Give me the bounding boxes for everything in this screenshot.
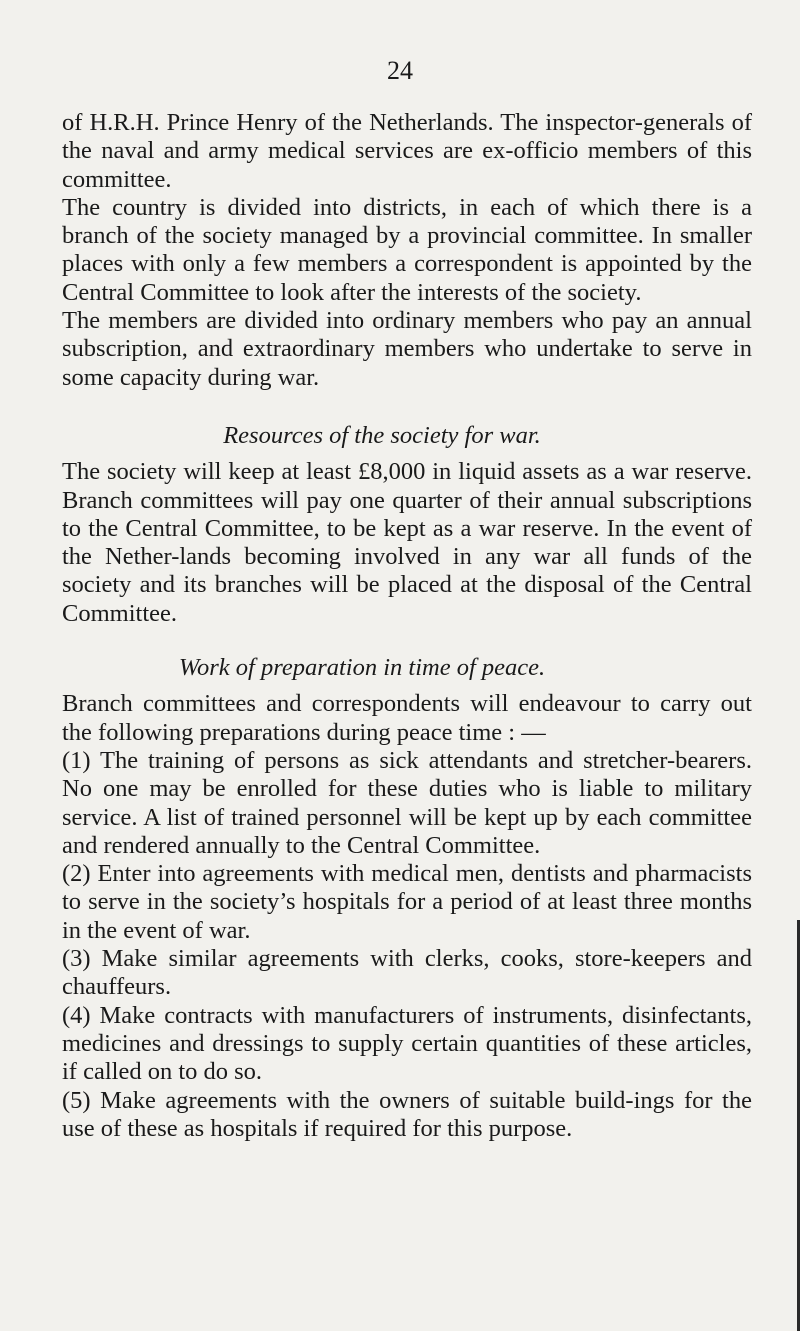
paragraph-resources: The society will keep at least £8,000 in liquid assets as a war reserve. Branch committees will pay one quarter of their annual subscriptions to the Central Committee, to be kept as a war reserve. In the event of the Nether-lands becoming involved in any war all funds of the society and its branches will be placed at the disposal of the Central Committee.: [62, 458, 752, 627]
section-heading-resources: Resources of the society for war.: [223, 421, 541, 449]
paragraph-intro-2: The country is divided into districts, in each of which there is a branch of the society managed by a provincial committee. In smaller places with only a few members a correspondent is appointed by the Central Committee to look after the interests of the society.: [62, 193, 752, 306]
paragraph-work-intro: Branch committees and correspondents will endeavour to carry out the following preparations during peace time : —: [62, 690, 752, 746]
paragraph-work-item-3: (3) Make similar agreements with clerks, cooks, store-keepers and chauffeurs.: [62, 945, 752, 1001]
paragraph-intro-1: of H.R.H. Prince Henry of the Netherlands. The inspector-generals of the naval and army medical services are ex-officio members of this committee.: [62, 109, 752, 193]
paragraph-work-item-2: (2) Enter into agreements with medical men, dentists and pharmacists to serve in the society’s hospitals for a period of at least three months in the event of war.: [62, 860, 752, 944]
paragraph-work-item-5: (5) Make agreements with the owners of suitable build-ings for the use of these as hospitals if required for this purpose.: [62, 1086, 752, 1142]
page-number: 24: [387, 56, 413, 85]
paragraph-work-item-1: (1) The training of persons as sick attendants and stretcher-bearers. No one may be enrolled for these duties who is liable to military service. A list of trained personnel will be kept up by each committee and rendered annually to the Central Committee.: [62, 746, 752, 859]
paragraph-intro-3: The members are divided into ordinary members who pay an annual subscription, and extraordinary members who undertake to serve in some capacity during war.: [62, 307, 752, 391]
paragraph-work-item-4: (4) Make contracts with manufacturers of instruments, disinfectants, medicines and dressings to supply certain quantities of these articles, if called on to do so.: [62, 1001, 752, 1086]
body-text: [62, 109, 752, 1143]
section-heading-work: Work of preparation in time of peace.: [178, 654, 546, 682]
